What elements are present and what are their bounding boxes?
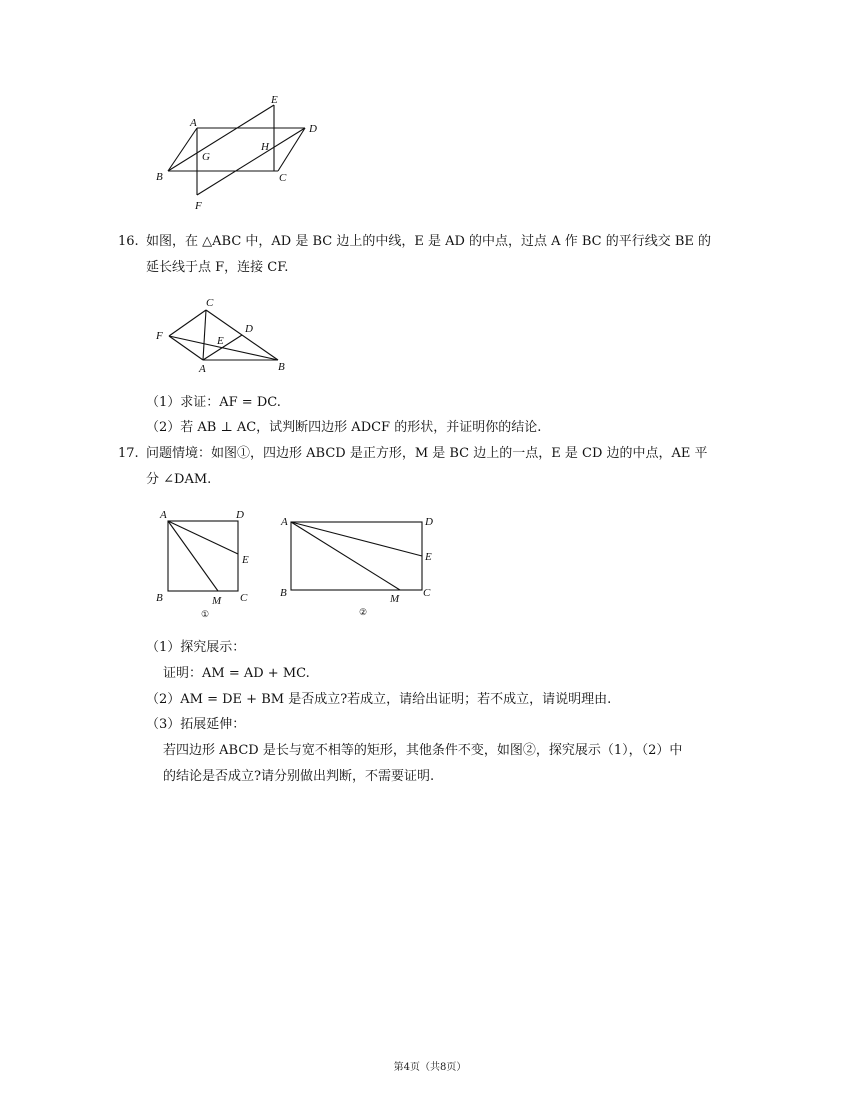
q17-text-2: 分 ∠DAM. bbox=[146, 472, 212, 487]
label-D: D bbox=[236, 509, 244, 521]
label-C: C bbox=[240, 592, 248, 604]
caption-2: ② bbox=[359, 607, 368, 617]
label-C: C bbox=[279, 172, 287, 184]
q16-text-1: 如图，在 △ABC 中，AD 是 BC 边上的中线，E 是 AD 的中点，过点 A 作 BC 的平行线交 BE 的 bbox=[146, 234, 712, 249]
label-B: B bbox=[280, 587, 287, 599]
label-E: E bbox=[425, 551, 432, 563]
label-G: G bbox=[202, 151, 210, 163]
q16-text-2: 延长线于点 F，连接 CF. bbox=[146, 260, 289, 275]
figure-17-1 bbox=[150, 505, 260, 625]
label-A: A bbox=[199, 363, 206, 375]
label-F: F bbox=[195, 200, 202, 212]
q17-text-1: 问题情境：如图①，四边形 ABCD 是正方形，M 是 BC 边上的一点，E 是 CD 边的中点，AE 平 bbox=[146, 446, 708, 461]
label-C: C bbox=[423, 587, 431, 599]
label-H: H bbox=[261, 141, 269, 153]
label-B: B bbox=[156, 171, 163, 183]
figure-16 bbox=[150, 292, 295, 377]
q16-number: 16. bbox=[118, 234, 139, 249]
label-E: E bbox=[271, 94, 278, 106]
label-D: D bbox=[425, 516, 433, 528]
label-C: C bbox=[206, 297, 214, 309]
label-E: E bbox=[242, 554, 249, 566]
label-M: M bbox=[390, 593, 400, 605]
caption-1: ① bbox=[201, 609, 210, 619]
label-A: A bbox=[190, 117, 197, 129]
figure-17-2 bbox=[276, 505, 446, 625]
label-A: A bbox=[281, 516, 288, 528]
page-footer: 第4页（共8页） bbox=[393, 1062, 467, 1073]
label-F: F bbox=[156, 330, 163, 342]
label-E: E bbox=[217, 335, 224, 347]
label-D: D bbox=[245, 323, 253, 335]
label-M: M bbox=[212, 595, 222, 607]
label-B: B bbox=[156, 592, 163, 604]
q17-number: 17. bbox=[118, 446, 139, 461]
label-A: A bbox=[160, 509, 167, 521]
label-B: B bbox=[278, 361, 285, 373]
label-D: D bbox=[309, 123, 317, 135]
figure-15 bbox=[150, 90, 340, 215]
